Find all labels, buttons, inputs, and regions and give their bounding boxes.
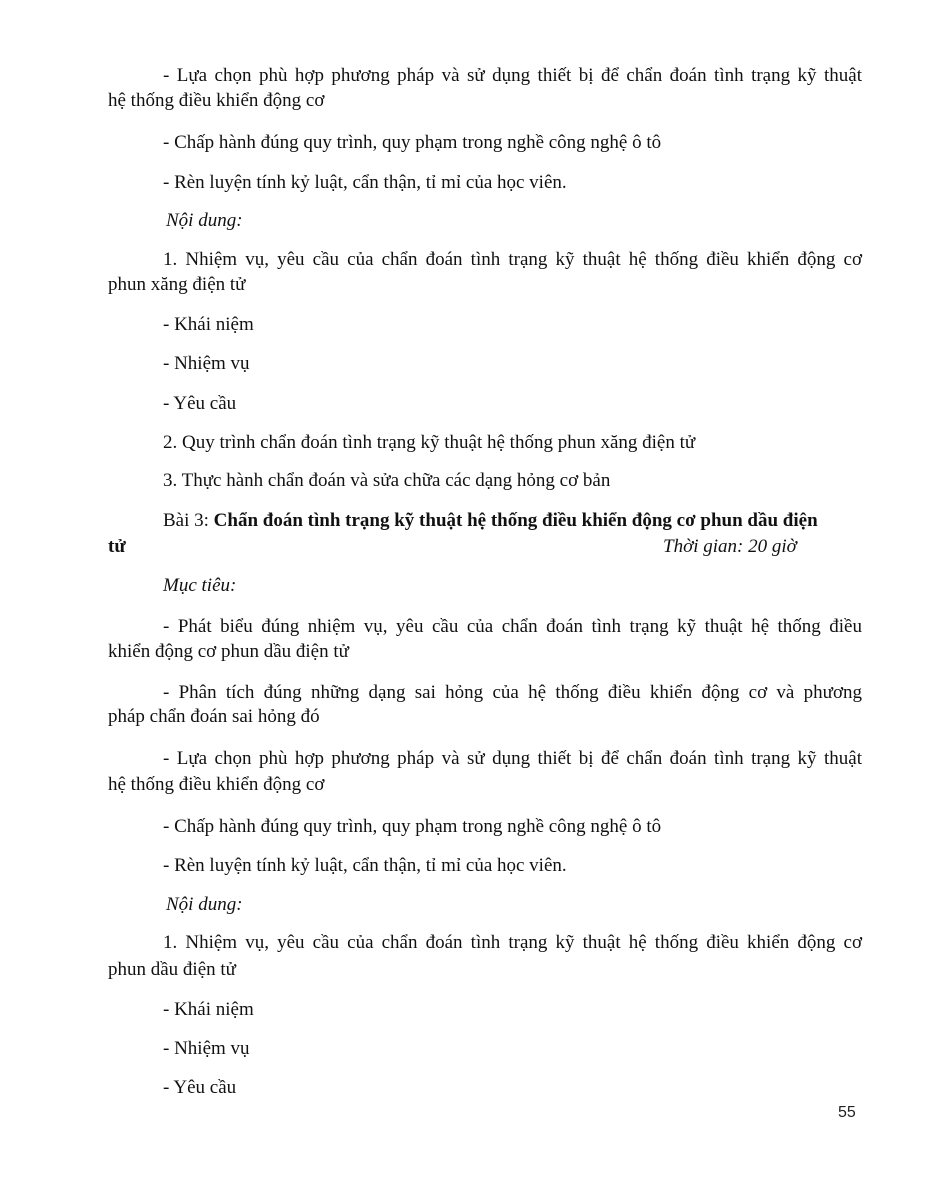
paragraph-line: hệ thống điều khiển động cơ — [108, 90, 325, 111]
paragraph-line: 1. Nhiệm vụ, yêu cầu của chẩn đoán tình trạng kỹ thuật hệ thống điều khiển động cơ — [163, 932, 862, 953]
lesson-title-text: Chẩn đoán tình trạng kỹ thuật hệ thống điều khiển động cơ phun dầu điện — [213, 510, 818, 531]
list-item: - Nhiệm vụ — [163, 1038, 250, 1059]
list-item: - Khái niệm — [163, 314, 254, 335]
lesson-title-continued: tử — [108, 536, 126, 557]
paragraph-line: phun dầu điện tử — [108, 959, 236, 980]
paragraph-line: pháp chẩn đoán sai hỏng đó — [108, 706, 320, 727]
paragraph-line: - Lựa chọn phù hợp phương pháp và sử dụng thiết bị để chẩn đoán tình trạng kỹ thuật — [163, 748, 862, 769]
paragraph-line: - Rèn luyện tính kỷ luật, cẩn thận, tỉ mỉ của học viên. — [163, 172, 567, 193]
page-number: 55 — [838, 1104, 856, 1121]
list-item: - Yêu cầu — [163, 1077, 237, 1098]
paragraph-line: phun xăng điện tử — [108, 274, 246, 295]
paragraph-line: - Chấp hành đúng quy trình, quy phạm trong nghề công nghệ ô tô — [163, 132, 662, 153]
paragraph-line: - Chấp hành đúng quy trình, quy phạm trong nghề công nghệ ô tô — [163, 816, 662, 837]
list-item: 3. Thực hành chẩn đoán và sửa chữa các dạng hỏng cơ bản — [163, 470, 611, 491]
lesson-title — [163, 510, 818, 532]
lesson-prefix: Bài 3: — [163, 510, 214, 531]
paragraph-line: 1. Nhiệm vụ, yêu cầu của chẩn đoán tình trạng kỹ thuật hệ thống điều khiển động cơ — [163, 249, 862, 270]
paragraph-line: hệ thống điều khiển động cơ — [108, 774, 325, 795]
paragraph-line: - Rèn luyện tính kỷ luật, cẩn thận, tỉ mỉ của học viên. — [163, 855, 567, 876]
paragraph-line: - Lựa chọn phù hợp phương pháp và sử dụng thiết bị để chẩn đoán tình trạng kỹ thuật — [163, 65, 862, 86]
list-item: - Nhiệm vụ — [163, 353, 250, 374]
lesson-duration: Thời gian: 20 giờ — [663, 536, 797, 557]
content-heading: Nội dung: — [166, 894, 243, 915]
objectives-heading: Mục tiêu: — [163, 575, 237, 596]
list-item: 2. Quy trình chẩn đoán tình trạng kỹ thuật hệ thống phun xăng điện tử — [163, 432, 696, 453]
content-heading: Nội dung: — [166, 210, 243, 231]
list-item: - Yêu cầu — [163, 393, 237, 414]
paragraph-line: khiển động cơ phun dầu điện tử — [108, 641, 349, 662]
list-item: - Khái niệm — [163, 999, 254, 1020]
paragraph-line: - Phát biểu đúng nhiệm vụ, yêu cầu của chẩn đoán tình trạng kỹ thuật hệ thống điều — [163, 616, 862, 637]
paragraph-line: - Phân tích đúng những dạng sai hỏng của hệ thống điều khiển động cơ và phương — [163, 682, 862, 703]
